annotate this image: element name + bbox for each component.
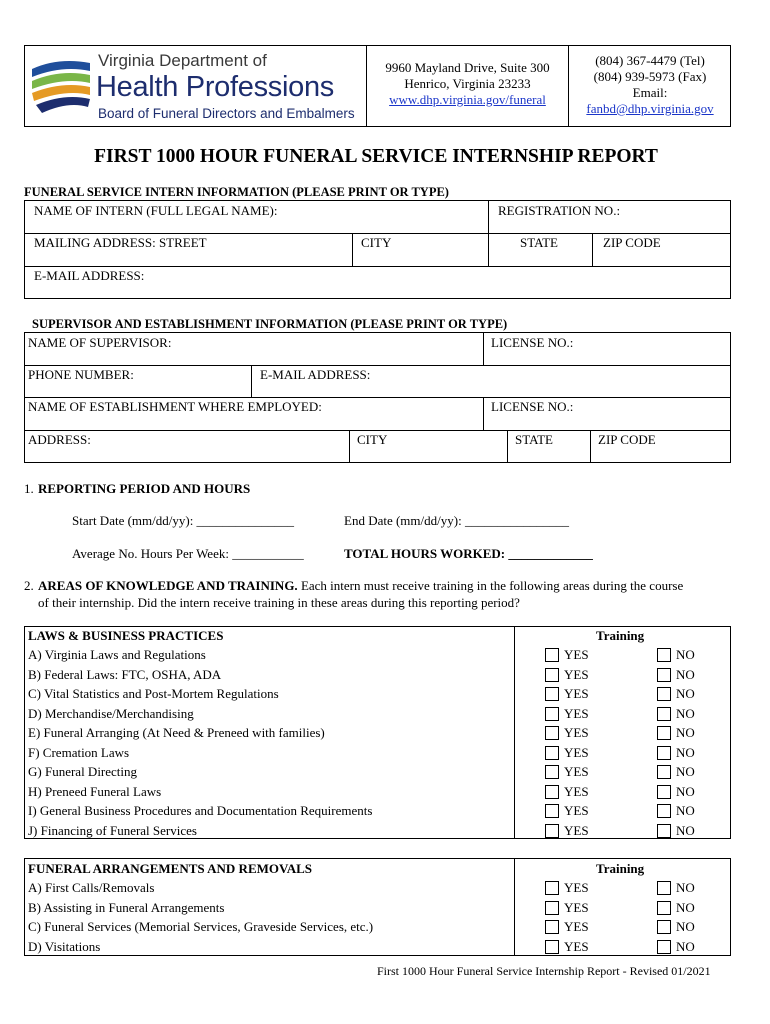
board-contact [569,53,731,117]
laws-no-checkbox-8[interactable] [657,804,671,818]
laws-no-checkbox-2[interactable] [657,687,671,701]
laws-yes-checkbox-3[interactable] [545,707,559,721]
section1-heading: REPORTING PERIOD AND HOURS [38,481,251,496]
laws-no-checkbox-4[interactable] [657,726,671,740]
intern-registration-label: REGISTRATION NO.: [498,203,621,218]
laws-yes-checkbox-5[interactable] [545,746,559,760]
laws-yes-checkbox-4[interactable] [545,726,559,740]
laws-no-label-3: NO [676,705,695,721]
laws-item-6: G) Funeral Directing [28,764,138,779]
laws-yes-checkbox-7[interactable] [545,785,559,799]
laws-item-0: A) Virginia Laws and Regulations [28,647,206,662]
arrangements-item-1: B) Assisting in Funeral Arrangements [28,899,225,915]
total-hours-field[interactable]: TOTAL HOURS WORKED: _____________ [344,546,593,561]
laws-no-label-2: NO [676,686,695,701]
laws-yes-label-6: YES [564,764,589,779]
dhp-logo-mark-icon [28,55,94,117]
arrangements-yes-checkbox-2[interactable] [545,920,559,934]
arrangements-yes-checkbox-0[interactable] [545,881,559,895]
arrangements-no-checkbox-2[interactable] [657,920,671,934]
laws-no-label-9: NO [676,822,695,838]
laws-no-checkbox-3[interactable] [657,707,671,721]
laws-item-2: C) Vital Statistics and Post-Mortem Regulations [28,686,279,701]
laws-yes-label-4: YES [564,725,589,740]
arrangements-no-checkbox-1[interactable] [657,901,671,915]
address-line-1: 9960 Mayland Drive, Suite 300 [385,60,550,75]
intern-mailing-label: MAILING ADDRESS: STREET [34,235,207,250]
laws-no-label-5: NO [676,744,695,760]
address-line-2: Henrico, Virginia 23233 [404,76,531,91]
establishment-state-label: STATE [515,432,553,447]
logo-line-1: Virginia Department of [98,51,267,70]
start-date-field[interactable]: Start Date (mm/dd/yy): _______________ [72,513,295,528]
section2-text-line2: of their internship. Did the intern receive training in these areas during this reporting period? [38,595,520,610]
arrangements-yes-label-3: YES [564,938,589,954]
laws-training-label: Training [596,628,645,643]
avg-hours-field[interactable]: Average No. Hours Per Week: ___________ [72,546,304,561]
arrangements-item-0: A) First Calls/Removals [28,880,155,895]
section2-intro: Each intern must receive training in the following areas during the course [297,578,684,593]
laws-no-label-4: NO [676,725,695,740]
supervisor-phone-label: PHONE NUMBER: [28,367,134,382]
establishment-address-label: ADDRESS: [28,432,91,447]
laws-item-9: J) Financing of Funeral Services [28,822,197,838]
laws-yes-checkbox-8[interactable] [545,804,559,818]
laws-yes-checkbox-9[interactable] [545,824,559,838]
laws-item-5: F) Cremation Laws [28,744,130,760]
establishment-name-label: NAME OF ESTABLISHMENT WHERE EMPLOYED: [28,399,322,414]
arrangements-no-label-3: NO [676,938,695,954]
arrangements-yes-checkbox-3[interactable] [545,940,559,954]
laws-yes-label-7: YES [564,783,589,799]
email-label: Email: [632,85,668,100]
email-link[interactable]: fanbd@dhp.virginia.gov [586,101,714,116]
laws-yes-checkbox-0[interactable] [545,648,559,662]
laws-no-label-6: NO [676,764,695,779]
laws-yes-label-8: YES [564,803,589,818]
supervisor-section-heading: SUPERVISOR AND ESTABLISHMENT INFORMATION (PLEASE PRINT OR TYPE) [32,317,508,331]
establishment-city-label: CITY [357,432,388,447]
establishment-license-label: LICENSE NO.: [491,399,574,414]
laws-no-checkbox-0[interactable] [657,648,671,662]
arrangements-no-label-0: NO [676,880,695,895]
intern-city-label: CITY [361,235,392,250]
arrangements-no-label-2: NO [676,919,695,934]
laws-item-3: D) Merchandise/Merchandising [28,705,194,721]
phone-tel: (804) 367-4479 (Tel) [595,53,705,68]
supervisor-license-label: LICENSE NO.: [491,335,574,350]
logo-line-3: Board of Funeral Directors and Embalmers [98,106,355,121]
arrangements-item-3: D) Visitations [28,938,101,954]
laws-yes-label-9: YES [564,822,589,838]
form-title: FIRST 1000 HOUR FUNERAL SERVICE INTERNSHIP REPORT [94,146,658,167]
section1-number: 1. [24,481,34,496]
laws-item-1: B) Federal Laws: FTC, OSHA, ADA [28,666,222,682]
laws-no-checkbox-9[interactable] [657,824,671,838]
laws-yes-label-0: YES [564,647,589,662]
laws-no-label-1: NO [676,666,695,682]
supervisor-name-label: NAME OF SUPERVISOR: [28,335,172,350]
arrangements-no-label-1: NO [676,899,695,915]
arrangements-training-label: Training [596,861,645,876]
laws-yes-checkbox-2[interactable] [545,687,559,701]
arrangements-yes-checkbox-1[interactable] [545,901,559,915]
intern-email-label: E-MAIL ADDRESS: [34,268,145,283]
laws-heading: LAWS & BUSINESS PRACTICES [28,628,224,643]
laws-item-4: E) Funeral Arranging (At Need & Preneed with families) [28,725,325,740]
laws-item-8: I) General Business Procedures and Documentation Requirements [28,803,373,818]
arrangements-heading: FUNERAL ARRANGEMENTS AND REMOVALS [28,861,312,876]
laws-yes-label-1: YES [564,666,589,682]
laws-no-label-0: NO [676,647,695,662]
supervisor-email-label: E-MAIL ADDRESS: [260,367,371,382]
laws-yes-label-3: YES [564,705,589,721]
intern-name-label: NAME OF INTERN (FULL LEGAL NAME): [34,203,278,218]
phone-fax: (804) 939-5973 (Fax) [593,69,707,84]
laws-no-label-8: NO [676,803,695,818]
laws-yes-label-2: YES [564,686,589,701]
arrangements-yes-label-2: YES [564,919,589,934]
section2-text-line1 [38,578,683,593]
laws-yes-checkbox-6[interactable] [545,765,559,779]
section2-heading: AREAS OF KNOWLEDGE AND TRAINING. [38,578,298,593]
arrangements-yes-label-1: YES [564,899,589,915]
arrangements-yes-label-0: YES [564,880,589,895]
laws-item-7: H) Preneed Funeral Laws [28,783,162,799]
laws-no-checkbox-1[interactable] [657,668,671,682]
website-link[interactable]: www.dhp.virginia.gov/funeral [389,92,546,107]
board-address [367,60,568,108]
laws-no-checkbox-5[interactable] [657,746,671,760]
arrangements-no-checkbox-0[interactable] [657,881,671,895]
establishment-zip-label: ZIP CODE [598,432,656,447]
arrangements-item-2: C) Funeral Services (Memorial Services, Graveside Services, etc.) [28,919,374,934]
laws-yes-checkbox-1[interactable] [545,668,559,682]
laws-yes-label-5: YES [564,744,589,760]
footer-revision: First 1000 Hour Funeral Service Internship Report - Revised 01/2021 [377,964,711,978]
logo-line-2: Health Professions [96,71,334,103]
intern-section-heading: FUNERAL SERVICE INTERN INFORMATION (PLEASE PRINT OR TYPE) [24,185,449,199]
laws-no-label-7: NO [676,783,695,799]
arrangements-no-checkbox-3[interactable] [657,940,671,954]
intern-state-label: STATE [520,235,558,250]
laws-no-checkbox-6[interactable] [657,765,671,779]
end-date-field[interactable]: End Date (mm/dd/yy): ________________ [344,513,569,528]
dhp-logo [28,49,364,125]
section2-number: 2. [24,578,34,593]
intern-zip-label: ZIP CODE [603,235,661,250]
laws-no-checkbox-7[interactable] [657,785,671,799]
